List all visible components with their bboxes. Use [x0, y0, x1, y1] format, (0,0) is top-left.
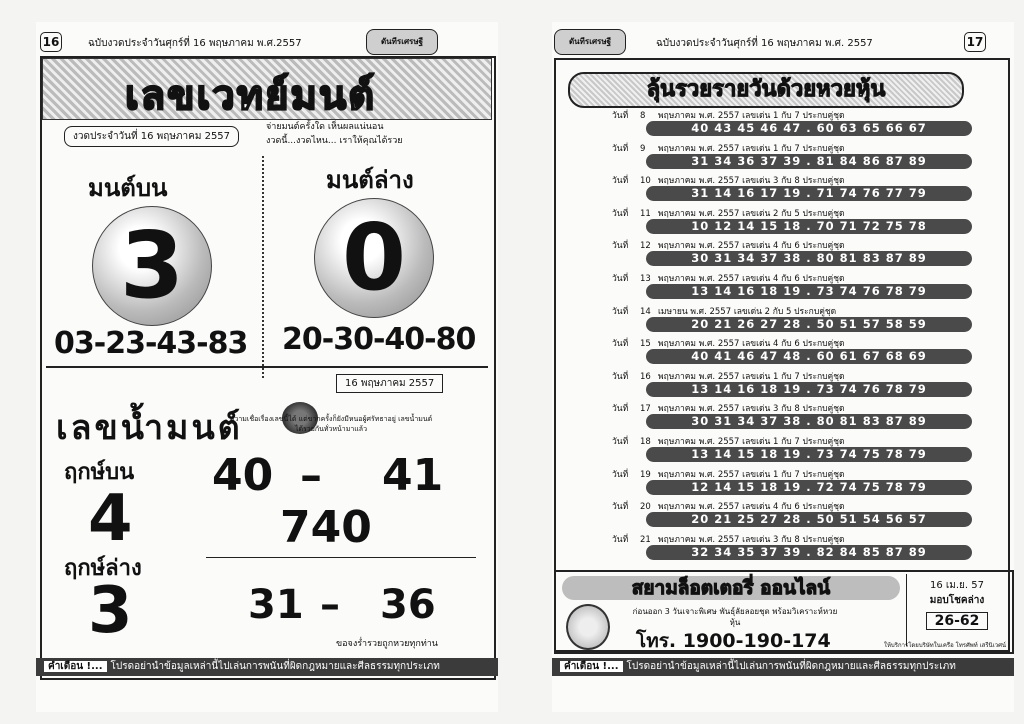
row-heading [612, 206, 845, 220]
row-day: 17 [640, 404, 651, 415]
rk-bottom-label: ฤกษ์ล่าง [64, 556, 142, 581]
left-page [36, 22, 498, 712]
magazine-logo: ดันทีรเศรษฐี [366, 29, 438, 55]
row-prefix: วันที่ [612, 404, 629, 415]
draw-date-label: งวดประจำวันที่ 16 พฤษภาคม 2557 [64, 126, 239, 147]
row-day: 11 [640, 208, 651, 219]
header-title: ฉบับงวดประจำวันศุกร์ที่ 16 พฤษภาคม พ.ศ. 2557 [656, 38, 873, 49]
rk-bottom-digit: 3 [88, 574, 133, 648]
list-item [612, 236, 972, 269]
row-text: พฤษภาคม พ.ศ. 2557 เลขเด่น 2 กับ 5 ประกบคู่ชุด [658, 208, 845, 219]
slogan-line-2: งวดนี้...งวดไหน... เราให้คุณได้รวย [266, 136, 403, 146]
section-title: เลขน้ำมนต์ [56, 408, 243, 448]
row-day: 10 [640, 176, 651, 187]
row-prefix: วันที่ [612, 469, 629, 480]
row-prefix: วันที่ [612, 273, 629, 284]
row-day: 8 [640, 111, 646, 121]
rk-top-dash: – [300, 450, 322, 501]
row-text: พฤษภาคม พ.ศ. 2557 เลขเด่น 4 กับ 6 ประกบคู่ชุด [658, 273, 845, 284]
row-numbers: 13 14 16 18 19 . 73 74 76 78 79 [646, 382, 972, 397]
row-text: พฤษภาคม พ.ศ. 2557 เลขเด่น 1 กับ 7 ประกบคู่ชุด [658, 143, 845, 154]
section-date: 16 พฤษภาคม 2557 [336, 374, 443, 393]
row-day: 14 [640, 306, 651, 317]
row-numbers: 40 41 46 47 48 . 60 61 67 68 69 [646, 349, 972, 364]
row-heading [612, 434, 845, 448]
right-page [552, 22, 1014, 712]
bottom-number-label: มนต์ล่าง [326, 166, 414, 194]
row-heading [612, 141, 845, 155]
row-heading [612, 467, 845, 481]
warning-bar [36, 658, 498, 676]
mascot-image [566, 604, 610, 650]
row-text: พฤษภาคม พ.ศ. 2557 เลขเด่น 1 กับ 7 ประกบคู่ชุด [658, 469, 845, 480]
ad-title: สยามล็อตเตอรี่ ออนไลน์ [562, 576, 900, 600]
list-item [612, 139, 972, 172]
row-day: 18 [640, 436, 651, 447]
three-digit-number: 740 [280, 502, 372, 553]
ad-box-date: 16 เม.ย. 57 [929, 580, 985, 591]
list-item [612, 334, 972, 367]
row-text: พฤษภาคม พ.ศ. 2557 เลขเด่น 1 กับ 7 ประกบคู่ชุด [658, 436, 845, 447]
right-header [552, 28, 1014, 56]
top-number-series: 03-23-43-83 [54, 326, 248, 361]
row-day: 9 [640, 143, 646, 154]
ad-box-value: 26-62 [926, 612, 988, 630]
row-heading [612, 304, 836, 318]
ad-footnote: ให้บริการโดยบริษัทในเครือ โทรศัพท์ เสรีนิเวศน์ [884, 642, 1006, 649]
row-numbers: 30 31 34 37 38 . 80 81 83 87 89 [646, 414, 972, 429]
row-text: พฤษภาคม พ.ศ. 2557 เลขเด่น 1 กับ 7 ประกบคู่ชุด [658, 371, 845, 382]
row-numbers: 31 34 36 37 39 . 81 84 86 87 89 [646, 154, 972, 169]
row-numbers: 20 21 25 27 28 . 50 51 54 56 57 [646, 512, 972, 527]
row-prefix: วันที่ [612, 241, 629, 252]
row-day: 15 [640, 339, 651, 350]
row-prefix: วันที่ [612, 502, 629, 513]
row-numbers: 13 14 16 18 19 . 73 74 76 78 79 [646, 284, 972, 299]
list-item [612, 530, 972, 563]
rk-top-label: ฤกษ์บน [64, 460, 135, 485]
bottom-number-ball: 0 [314, 198, 434, 318]
row-numbers: 32 34 35 37 39 . 82 84 85 87 89 [646, 545, 972, 560]
section-divider [46, 366, 488, 368]
rk-top-number-a: 40 [212, 450, 274, 501]
row-prefix: วันที่ [612, 208, 629, 219]
rk-top-number-b: 41 [382, 450, 444, 501]
rk-separator [206, 557, 476, 558]
row-prefix: วันที่ [612, 111, 629, 121]
header-title: ฉบับงวดประจำวันศุกร์ที่ 16 พฤษภาคม พ.ศ.2557 [88, 38, 302, 49]
page-number: 16 [40, 32, 62, 52]
row-day: 12 [640, 241, 651, 252]
row-day: 21 [640, 534, 651, 545]
warning-text: โปรดอย่านำข้อมูลเหล่านี้ไปเล่นการพนันที่ผิดกฎหมายและศีลธรรมทุกประเภท [110, 661, 440, 672]
rk-top-digit: 4 [88, 482, 133, 556]
row-text: พฤษภาคม พ.ศ. 2557 เลขเด่น 1 กับ 7 ประกบคู่ชุด [658, 111, 845, 121]
row-numbers: 30 31 34 37 38 . 80 81 83 87 89 [646, 251, 972, 266]
warning-bar [552, 658, 1014, 676]
row-heading [612, 369, 845, 383]
row-prefix: วันที่ [612, 436, 629, 447]
row-prefix: วันที่ [612, 371, 629, 382]
row-text: พฤษภาคม พ.ศ. 2557 เลขเด่น 3 กับ 8 ประกบคู่ชุด [658, 534, 845, 545]
row-heading [612, 108, 845, 122]
row-prefix: วันที่ [612, 534, 629, 545]
list-item [612, 399, 972, 432]
row-heading [612, 499, 845, 513]
list-item [612, 432, 972, 465]
banner-title: เลขเวทย์มนต์ [125, 73, 377, 119]
rk-bottom-dash: – [320, 582, 340, 628]
row-text: พฤษภาคม พ.ศ. 2557 เลขเด่น 3 กับ 8 ประกบคู่ชุด [658, 176, 845, 187]
row-numbers: 12 14 15 18 19 . 72 74 75 78 79 [646, 480, 972, 495]
row-text: พฤษภาคม พ.ศ. 2557 เลขเด่น 4 กับ 6 ประกบคู่ชุด [658, 339, 845, 350]
rk-bottom-number-b: 36 [380, 582, 436, 628]
warning-label: คำเตือน !... [560, 661, 623, 672]
page-number: 17 [964, 32, 986, 52]
top-number-label: มนต์บน [88, 174, 168, 202]
row-numbers: 40 43 45 46 47 . 60 63 65 66 67 [646, 121, 972, 136]
rk-bottom-number-a: 31 [248, 582, 304, 628]
warning-label: คำเตือน !... [44, 661, 107, 672]
row-text: เมษายน พ.ศ. 2557 เลขเด่น 2 กับ 5 ประกบคู่ชุด [658, 306, 837, 317]
magazine-logo: ดันทีรเศรษฐี [554, 29, 626, 55]
list-item [612, 269, 972, 302]
list-item [612, 171, 972, 204]
row-heading [612, 173, 845, 187]
warning-text: โปรดอย่านำข้อมูลเหล่านี้ไปเล่นการพนันที่ผิดกฎหมายและศีลธรรมทุกประเภท [626, 661, 956, 672]
list-item [612, 106, 972, 139]
row-heading [612, 238, 845, 252]
vertical-divider [262, 156, 264, 378]
slogan-line-1: จ่ายมนต์ครั้งใด เห็นผลแน่นอน [266, 122, 384, 132]
row-heading [612, 271, 845, 285]
row-day: 16 [640, 371, 651, 382]
row-numbers: 13 14 15 18 19 . 73 74 75 78 79 [646, 447, 972, 462]
row-prefix: วันที่ [612, 176, 629, 187]
row-prefix: วันที่ [612, 306, 629, 317]
wish-text: ขอจงร่ำรวยถูกหวยทุกท่าน [336, 639, 438, 649]
bottom-number-series: 20-30-40-80 [282, 322, 476, 357]
left-header [36, 28, 498, 56]
ad-box-label: มอบโชคล่าง [929, 595, 985, 606]
ad-subtitle: ก่อนออก 3 วันเจาะพิเศษ พันธุ์ลัยลอยชุด พร้อมวิเคราะห์หวยหุ้น [632, 607, 838, 627]
row-numbers: 31 14 16 17 19 . 71 74 76 77 79 [646, 186, 972, 201]
row-numbers: 20 21 26 27 28 . 50 51 57 58 59 [646, 317, 972, 332]
row-text: พฤษภาคม พ.ศ. 2557 เลขเด่น 3 กับ 8 ประกบคู่ชุด [658, 404, 845, 415]
row-text: พฤษภาคม พ.ศ. 2557 เลขเด่น 4 กับ 6 ประกบคู่ชุด [658, 241, 845, 252]
list-item [612, 302, 972, 335]
row-heading [612, 401, 845, 415]
row-prefix: วันที่ [612, 339, 629, 350]
row-heading [612, 336, 845, 350]
list-item [612, 465, 972, 498]
banner-title: ลุ้นรวยรายวันด้วยหวยหุ้น [568, 72, 964, 108]
row-prefix: วันที่ [612, 143, 629, 154]
daily-number-list [612, 106, 972, 562]
row-heading [612, 532, 845, 546]
row-day: 13 [640, 273, 651, 284]
row-day: 20 [640, 502, 651, 513]
top-number-ball: 3 [92, 206, 212, 326]
row-day: 19 [640, 469, 651, 480]
row-text: พฤษภาคม พ.ศ. 2557 เลขเด่น 4 กับ 6 ประกบคู่ชุด [658, 502, 845, 513]
ad-phone: โทร. 1900-190-174 [636, 630, 831, 652]
ad-result-box [906, 574, 1007, 646]
list-item [612, 204, 972, 237]
row-numbers: 10 12 14 15 18 . 70 71 72 75 78 [646, 219, 972, 234]
list-item [612, 367, 972, 400]
slogan [266, 120, 403, 148]
list-item [612, 497, 972, 530]
advertisement [554, 570, 1014, 654]
section-note: ความเชื่อเรื่องเลขนี้ได้ แต่ขากครั้งก็ยังมีหนอผู้ศรัทธาอยู่ เลขน้ำมนต์ได้รวยกันทั่วหน้ามาแล้ว [229, 415, 433, 433]
title-banner [42, 58, 492, 120]
